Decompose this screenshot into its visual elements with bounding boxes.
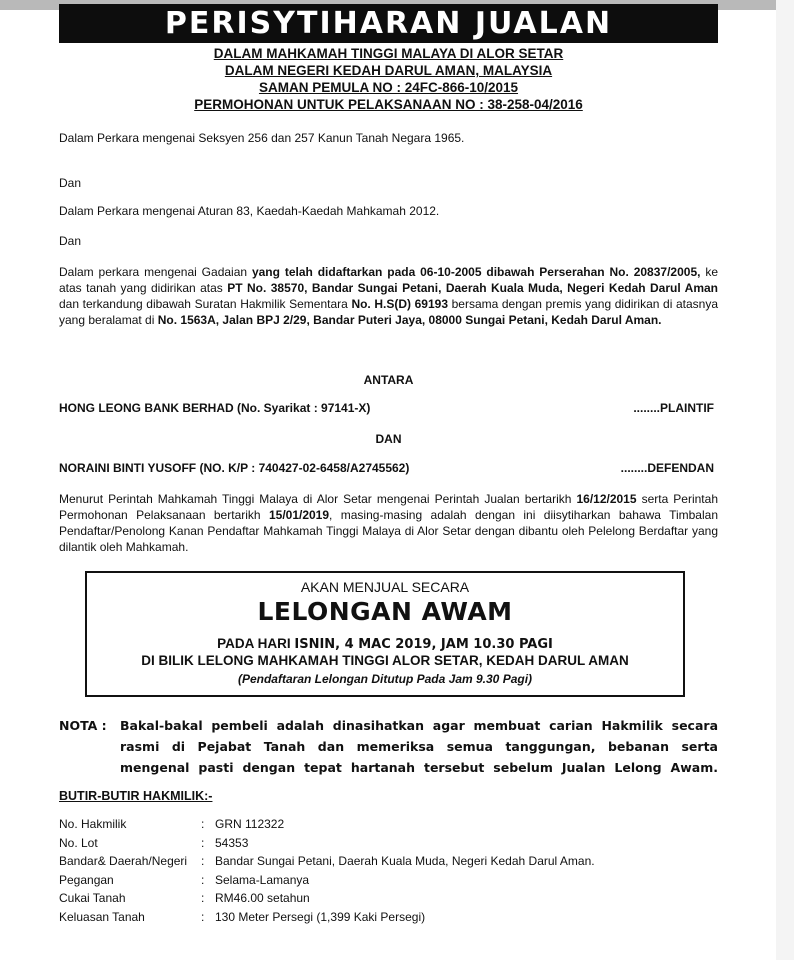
charge-text-2: ke atas tanah yang didirikan atas [59, 265, 718, 295]
auction-date-prefix: PADA HARI [217, 636, 295, 651]
court-line-4: PERMOHONAN UNTUK PELAKSANAAN NO : 38-258-04/2016 [194, 97, 583, 112]
auction-date [87, 636, 683, 652]
detail-key: Bandar& Daerah/Negeri [59, 854, 188, 868]
defendant-row [59, 461, 718, 475]
detail-value: RM46.00 setahun [215, 891, 310, 905]
detail-key: Keluasan Tanah [59, 909, 145, 924]
detail-key: Cukai Tanah [59, 891, 126, 905]
auction-registration-note: (Pendaftaran Lelongan Ditutup Pada Jam 9.30 Pagi) [237, 672, 533, 686]
detail-value: GRN 112322 [215, 817, 285, 831]
detail-row [59, 873, 718, 892]
detail-colon: : [201, 872, 205, 887]
charge-title-no: No. H.S(D) 69193 [351, 297, 448, 311]
notice-banner: PERISYTIHARAN JUALAN [59, 4, 718, 43]
plaintiff-role: ........PLAINTIF [633, 401, 714, 415]
detail-key: Pegangan [59, 872, 114, 887]
detail-row [59, 854, 718, 873]
right-edge-strip [776, 0, 794, 960]
order-text-1: Menurut Perintah Mahkamah Tinggi Malaya di Alor Setar mengenai Perintah Jualan bertarikh [59, 492, 577, 506]
charge-text-3: dan terkandung dibawah Suratan Hakmilik Sementara [59, 297, 352, 311]
matter-rules: Dalam Perkara mengenai Aturan 83, Kaedah-Kaedah Mahkamah 2012. [59, 204, 440, 218]
defendant-name: NORAINI BINTI YUSOFF (NO. K/P : 740427-02-6458/A2745562) [59, 461, 410, 475]
title-details-heading: BUTIR-BUTIR HAKMILIK:- [59, 789, 213, 803]
court-line-3: SAMAN PEMULA NO : 24FC-866-10/2015 [258, 80, 519, 95]
conjunction-dan-2: Dan [59, 234, 82, 248]
detail-row [59, 817, 718, 836]
antara-label: ANTARA [363, 373, 414, 387]
plaintiff-row [59, 401, 718, 415]
auction-title: LELONGAN AWAM [257, 597, 513, 626]
title-details-list [59, 817, 718, 928]
court-line-1: DALAM MAHKAMAH TINGGI MALAYA DI ALOR SETAR [213, 46, 564, 61]
detail-colon: : [201, 909, 205, 924]
auction-heading: AKAN MENJUAL SECARA [300, 579, 470, 595]
detail-colon: : [201, 854, 205, 868]
detail-value: 54353 [215, 835, 249, 850]
charge-paragraph [59, 264, 718, 328]
order-paragraph [59, 491, 718, 555]
plaintiff-name: HONG LEONG BANK BERHAD (No. Syarikat : 97141-X) [59, 401, 371, 415]
auction-box [85, 571, 685, 697]
detail-key: No. Hakmilik [59, 817, 127, 831]
charge-text-4: bersama dengan premis yang didirikan di atasnya yang beralamat di [59, 297, 719, 327]
detail-row [59, 836, 718, 855]
order-date-1: 16/12/2015 [576, 492, 637, 506]
auction-date-time: ISNIN, 4 MAC 2019, JAM 10.30 PAGI [294, 637, 553, 652]
order-date-2: 15/01/2019 [268, 508, 330, 522]
charge-text-1: Dalam perkara mengenai Gadaian [59, 265, 252, 279]
detail-key: No. Lot [59, 835, 98, 850]
detail-value: 130 Meter Persegi (1,399 Kaki Persegi) [215, 909, 426, 924]
conjunction-dan-1: Dan [59, 176, 82, 190]
detail-value: Selama-Lamanya [215, 872, 310, 887]
defendant-role: ........DEFENDAN [620, 461, 714, 475]
order-text-3: , masing-masing adalah dengan ini diisytiharkan bahawa Timbalan Pendaftar/Penolong Kanan Pendaftar Mahkamah Tinggi Malaya di Alor Setar dengan dibantu oleh Pelelong Berdaftar yang dilantik oleh Mahkamah. [59, 508, 718, 554]
detail-value: Bandar Sungai Petani, Daerah Kuala Muda, Negeri Kedah Darul Aman. [215, 854, 595, 868]
detail-row [59, 891, 718, 910]
charge-lot: PT No. 38570, Bandar Sungai Petani, Daerah Kuala Muda, Negeri Kedah Darul Aman [227, 281, 719, 295]
court-line-2: DALAM NEGERI KEDAH DARUL AMAN, MALAYSIA [224, 63, 553, 78]
auction-venue: DI BILIK LELONG MAHKAMAH TINGGI ALOR SETAR, KEDAH DARUL AMAN [141, 653, 629, 668]
charge-address: No. 1563A, Jalan BPJ 2/29, Bandar Puteri Jaya, 08000 Sungai Petani, Kedah Darul Aman. [157, 313, 662, 327]
detail-row [59, 910, 718, 929]
detail-colon: : [201, 891, 205, 905]
order-text-2: serta Perintah Permohonan Pelaksanaan bertarikh [59, 492, 718, 522]
detail-colon: : [201, 817, 205, 831]
nota-label: NOTA : [59, 718, 107, 733]
charge-registration: yang telah didaftarkan pada 06-10-2005 dibawah Perserahan No. 20837/2005, [251, 265, 701, 279]
nota-text: Bakal-bakal pembeli adalah dinasihatkan agar membuat carian Hakmilik secara rasmi di Pejabat Tanah dan memeriksa semua tanggungan, bebanan serta mengenal pasti dengan tepat hartanah tersebut sebelum Jualan Lelong Awam. [120, 718, 718, 775]
matter-statute: Dalam Perkara mengenai Seksyen 256 dan 257 Kanun Tanah Negara 1965. [59, 131, 465, 145]
dan-label: DAN [375, 432, 402, 446]
detail-colon: : [201, 835, 205, 850]
